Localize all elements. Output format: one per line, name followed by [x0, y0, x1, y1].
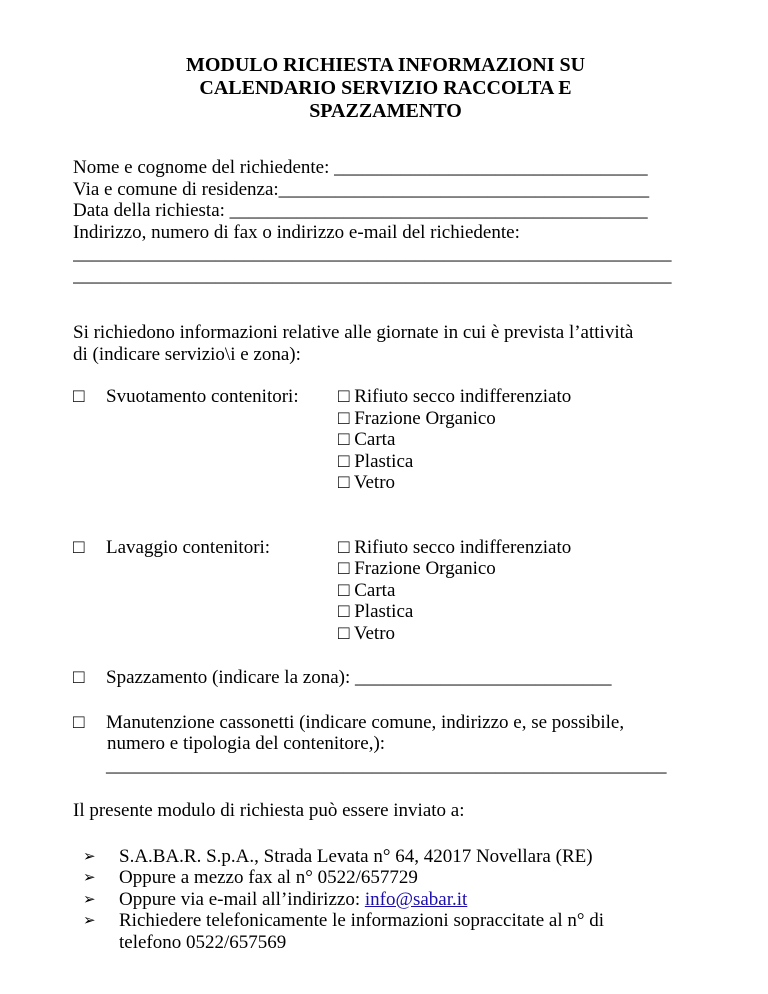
- contact-item-phone: [83, 910, 698, 953]
- lavaggio-option-vetro[interactable]: □ Vetro: [338, 622, 396, 644]
- manutenzione-checkbox[interactable]: □: [73, 711, 85, 733]
- manutenzione-text: [106, 712, 698, 777]
- manutenzione-blank-line[interactable]: ___________________________________________________________: [106, 754, 667, 776]
- title-line-2: CALENDARIO SERVIZIO RACCOLTA E: [199, 77, 572, 99]
- svuotamento-options: [338, 386, 698, 494]
- spazzamento-checkbox[interactable]: □: [73, 667, 85, 688]
- lavaggio-options: [338, 537, 698, 645]
- lavaggio-checkbox[interactable]: □: [73, 536, 85, 558]
- svuotamento-option-secco[interactable]: □ Rifiuto secco indifferenziato: [338, 386, 572, 407]
- intro-line-2: di (indicare servizio\i e zona):: [73, 343, 301, 365]
- name-field[interactable]: Nome e cognome del richiedente: _________________________________: [73, 157, 648, 178]
- lavaggio-label: Lavaggio contenitori:: [106, 536, 271, 558]
- contact-phone-line-1: Richiedere telefonicamente le informazioni sopraccitate al n° di: [119, 910, 605, 931]
- form-page: [73, 54, 698, 972]
- contact-item-email: [83, 889, 698, 911]
- address-field[interactable]: Via e comune di residenza:_______________________________________: [73, 178, 650, 200]
- lavaggio-option-plastica[interactable]: □ Plastica: [338, 601, 414, 622]
- svuotamento-label: Svuotamento contenitori:: [106, 386, 299, 407]
- contact-fax-text: Oppure a mezzo fax al n° 0522/657729: [119, 867, 418, 888]
- contact-blank-line-1[interactable]: _______________________________________________________________: [73, 243, 672, 264]
- requester-fields: [73, 157, 698, 286]
- contact-item-sabar: [83, 846, 698, 868]
- manutenzione-line-2: numero e tipologia del contenitore,):: [107, 733, 386, 754]
- service-lavaggio: [73, 537, 698, 645]
- svuotamento-checkbox[interactable]: □: [73, 386, 85, 407]
- svuotamento-option-carta[interactable]: □ Carta: [338, 429, 396, 450]
- contact-list: [83, 846, 698, 954]
- lavaggio-option-carta[interactable]: □ Carta: [338, 579, 396, 601]
- lavaggio-option-secco[interactable]: □ Rifiuto secco indifferenziato: [338, 536, 572, 558]
- arrow-bullet-icon: ➢: [83, 911, 96, 929]
- contact-field-label: Indirizzo, numero di fax o indirizzo e-mail del richiedente:: [73, 221, 520, 243]
- spazzamento-label[interactable]: Spazzamento (indicare la zona): ___________________________: [106, 667, 612, 688]
- contact-phone-line-2: telefono 0522/657569: [119, 931, 287, 953]
- date-field[interactable]: Data della richiesta: ____________________________________________: [73, 200, 648, 221]
- svuotamento-option-plastica[interactable]: □ Plastica: [338, 450, 414, 472]
- form-title: [151, 54, 621, 123]
- service-spazzamento: [73, 667, 698, 689]
- svuotamento-option-organico[interactable]: □ Frazione Organico: [338, 407, 496, 429]
- svuotamento-option-vetro[interactable]: □ Vetro: [338, 472, 396, 493]
- arrow-bullet-icon: ➢: [83, 846, 96, 865]
- service-svuotamento: [73, 386, 698, 494]
- email-link[interactable]: info@sabar.it: [364, 888, 468, 910]
- arrow-bullet-icon: ➢: [83, 889, 96, 908]
- send-to-heading: Il presente modulo di richiesta può essere inviato a:: [73, 800, 465, 821]
- manutenzione-line-1: Manutenzione cassonetti (indicare comune, indirizzo e, se possibile,: [106, 711, 625, 733]
- contact-blank-line-2[interactable]: _______________________________________________________________: [73, 264, 672, 286]
- contact-sabar-text: S.A.BA.R. S.p.A., Strada Levata n° 64, 42017 Novellara (RE): [119, 845, 593, 867]
- contact-item-fax: [83, 867, 698, 889]
- arrow-bullet-icon: ➢: [83, 868, 96, 886]
- intro-line-1: Si richiedono informazioni relative alle giornate in cui è prevista l’attività: [73, 322, 634, 343]
- request-intro: [73, 322, 698, 365]
- lavaggio-option-organico[interactable]: □ Frazione Organico: [338, 558, 496, 579]
- title-line-1: MODULO RICHIESTA INFORMAZIONI SU: [185, 54, 586, 76]
- contact-email-prefix: Oppure via e-mail all’indirizzo:: [119, 888, 365, 910]
- service-manutenzione: [73, 712, 698, 777]
- title-line-3: SPAZZAMENTO: [309, 100, 462, 122]
